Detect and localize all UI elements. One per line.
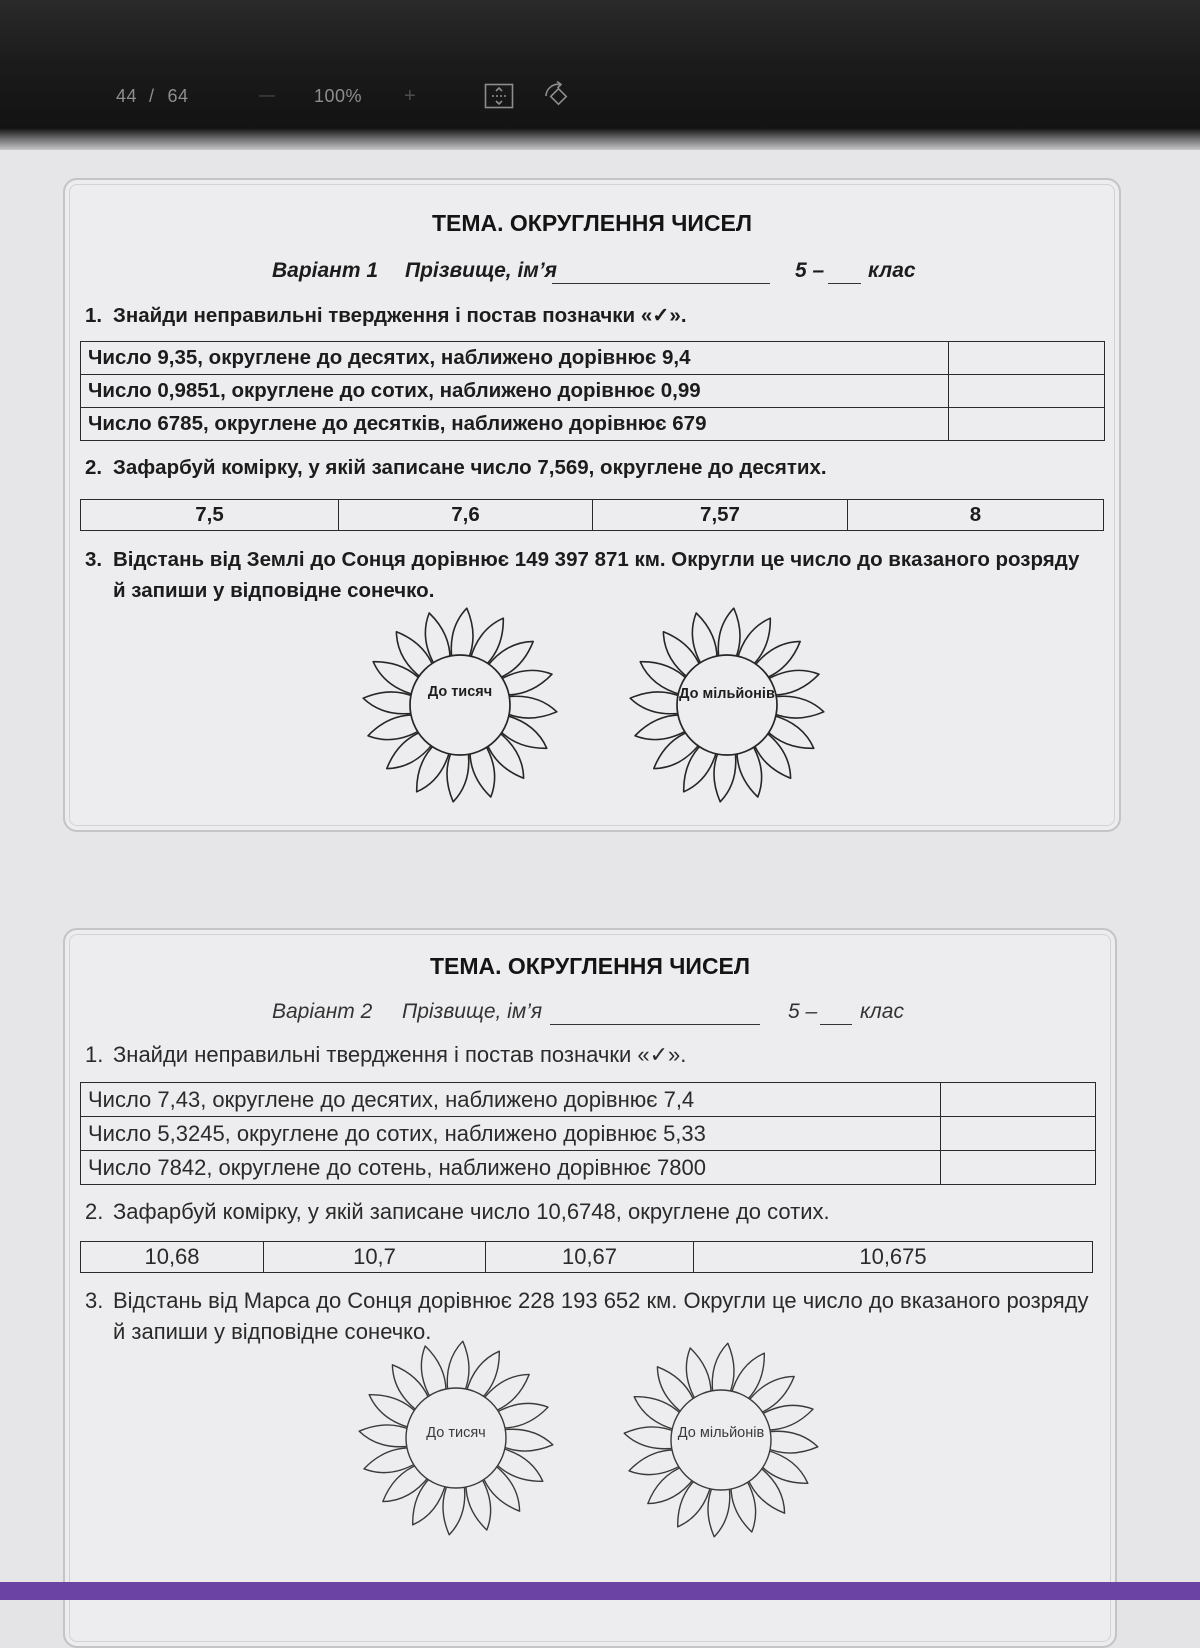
- sun-ray: [501, 1429, 553, 1451]
- worksheet-variant-2: [63, 928, 1117, 1648]
- statement-text: Число 7842, округлене до сотень, наближено дорівнює 7800: [81, 1151, 941, 1185]
- answer-options-row: [81, 500, 1104, 531]
- check-mark-cell: [949, 342, 1105, 375]
- sun-ray: [451, 608, 473, 660]
- task-text: Відстань від Марса до Сонця дорівнює 228 193 652 км. Округли це число до вказаного розряду: [113, 1288, 1089, 1313]
- viewer-toolbar: [0, 0, 1200, 140]
- answer-option-cell: 8: [848, 500, 1104, 531]
- answer-option-cell: 7,5: [81, 500, 339, 531]
- sun-thousands: [350, 595, 570, 815]
- zoom-level[interactable]: 100%: [314, 86, 363, 106]
- rotate-button[interactable]: [541, 80, 575, 112]
- statements-table: [80, 1082, 1096, 1185]
- task-number: 2.: [85, 456, 103, 479]
- task-number: 2.: [85, 1199, 104, 1224]
- sun-ray: [505, 696, 557, 718]
- sun-circle: [410, 655, 510, 755]
- page-number-input[interactable]: 44: [116, 86, 138, 106]
- task-1-prompt: [85, 303, 687, 329]
- worksheet-title: ТЕМА. ОКРУГЛЕННЯ ЧИСЕЛ: [431, 210, 753, 236]
- task-text: Знайди неправильні твердження і постав позначки «✓».: [113, 304, 687, 327]
- sun-ray: [630, 692, 682, 714]
- sun-thousands: [346, 1328, 566, 1548]
- statement-text: Число 7,43, округлене до десятих, наближено дорівнює 7,4: [81, 1083, 941, 1117]
- statement-text: Число 9,35, округлене до десятих, наближено дорівнює 9,4: [81, 342, 949, 375]
- check-mark-cell: [949, 375, 1105, 408]
- page-separator: /: [149, 86, 155, 106]
- check-mark-cell: [941, 1117, 1096, 1151]
- sun-ray: [772, 696, 824, 718]
- sun-millions: [617, 595, 837, 815]
- class-label: клас: [868, 259, 916, 282]
- answer-option-cell: 10,68: [81, 1242, 264, 1273]
- statement-row: [81, 1117, 1096, 1151]
- name-label: Прізвище, ім’я: [402, 1000, 543, 1023]
- class-label: клас: [860, 1000, 904, 1023]
- answer-option-cell: 7,57: [593, 500, 848, 531]
- statement-text: Число 0,9851, округлене до сотих, наближено дорівнює 0,99: [81, 375, 949, 408]
- statement-row: [81, 1083, 1096, 1117]
- sun-label: До мільйонів: [679, 686, 775, 702]
- task-number: 3.: [85, 548, 103, 571]
- task-text: Зафарбуй комірку, у якій записане число 7,569, округлене до десятих.: [113, 456, 827, 479]
- sun-ray: [624, 1427, 676, 1449]
- task-text: Знайди неправильні твердження і постав позначки «✓».: [113, 1042, 687, 1067]
- task-1-prompt: [85, 1042, 686, 1068]
- sun-ray: [718, 608, 740, 660]
- worksheet-variant-1: [63, 178, 1121, 832]
- sun-ray: [443, 1483, 465, 1535]
- statement-text: Число 6785, округлене до десятків, наближено дорівнює 679: [81, 408, 949, 441]
- sun-label: До тисяч: [426, 1425, 486, 1441]
- task-3-prompt-continued: й запиши у відповідне сонечко.: [113, 579, 435, 602]
- task-3-prompt-continued: й запиши у відповідне сонечко.: [113, 1319, 432, 1344]
- fit-page-icon: [484, 83, 514, 109]
- sun-ray: [712, 1343, 734, 1395]
- task-2-prompt: [85, 455, 827, 481]
- sun-ray: [766, 1431, 818, 1453]
- variant-label: Варіант 2: [272, 1000, 373, 1023]
- fit-page-button[interactable]: [484, 83, 514, 109]
- answer-options-row: [81, 1242, 1093, 1273]
- statements-table: [80, 341, 1105, 441]
- sun-ray: [359, 1425, 411, 1447]
- zoom-out-button[interactable]: —: [259, 87, 276, 104]
- sun-label: До тисяч: [427, 684, 493, 700]
- zoom-in-button[interactable]: +: [404, 85, 417, 107]
- task-number: 3.: [85, 1288, 104, 1313]
- rotate-icon: [541, 80, 575, 112]
- check-mark-cell: [941, 1083, 1096, 1117]
- name-label: Прізвище, ім’я: [405, 259, 558, 282]
- variant-label: Варіант 1: [272, 259, 379, 282]
- page-total: 64: [167, 86, 189, 106]
- task-number: 1.: [85, 1042, 104, 1067]
- sun-ray: [447, 750, 469, 802]
- task-number: 1.: [85, 304, 103, 327]
- task-3-prompt: [85, 1288, 1089, 1314]
- answer-options-table: [80, 1241, 1093, 1273]
- check-mark-cell: [941, 1151, 1096, 1185]
- class-blank-line: [820, 999, 852, 1025]
- page-indicator: [116, 84, 189, 108]
- sun-ray: [714, 750, 736, 802]
- task-3-prompt: [85, 547, 1079, 573]
- answer-option-cell: 7,6: [339, 500, 593, 531]
- bottom-bar: [0, 1582, 1200, 1600]
- sun-label: До мільйонів: [677, 1425, 765, 1441]
- name-blank-line: [552, 258, 770, 284]
- class-prefix: 5 –: [795, 259, 825, 282]
- statement-row: [81, 375, 1105, 408]
- task-text: Зафарбуй комірку, у якій записане число 10,6748, округлене до сотих.: [113, 1199, 830, 1224]
- task-text: Відстань від Землі до Сонця дорівнює 149 397 871 км. Округли це число до вказаного розряду: [113, 548, 1080, 571]
- sun-ray: [708, 1485, 730, 1537]
- sun-ray: [363, 692, 415, 714]
- statement-text: Число 5,3245, округлене до сотих, наближено дорівнює 5,33: [81, 1117, 941, 1151]
- answer-option-cell: 10,7: [264, 1242, 486, 1273]
- statement-row: [81, 408, 1105, 441]
- class-blank-line: [828, 258, 861, 284]
- name-blank-line: [550, 999, 760, 1025]
- sun-circle: [677, 655, 777, 755]
- toolbar-edge: [0, 128, 1200, 152]
- check-mark-cell: [949, 408, 1105, 441]
- task-2-prompt: [85, 1199, 830, 1225]
- statement-row: [81, 1151, 1096, 1185]
- sun-millions: [611, 1330, 831, 1550]
- statement-row: [81, 342, 1105, 375]
- class-prefix: 5 –: [788, 1000, 818, 1023]
- answer-options-table: [80, 499, 1104, 531]
- sun-ray: [447, 1341, 469, 1393]
- worksheet-title: ТЕМА. ОКРУГЛЕННЯ ЧИСЕЛ: [429, 953, 751, 979]
- answer-option-cell: 10,675: [694, 1242, 1093, 1273]
- answer-option-cell: 10,67: [486, 1242, 694, 1273]
